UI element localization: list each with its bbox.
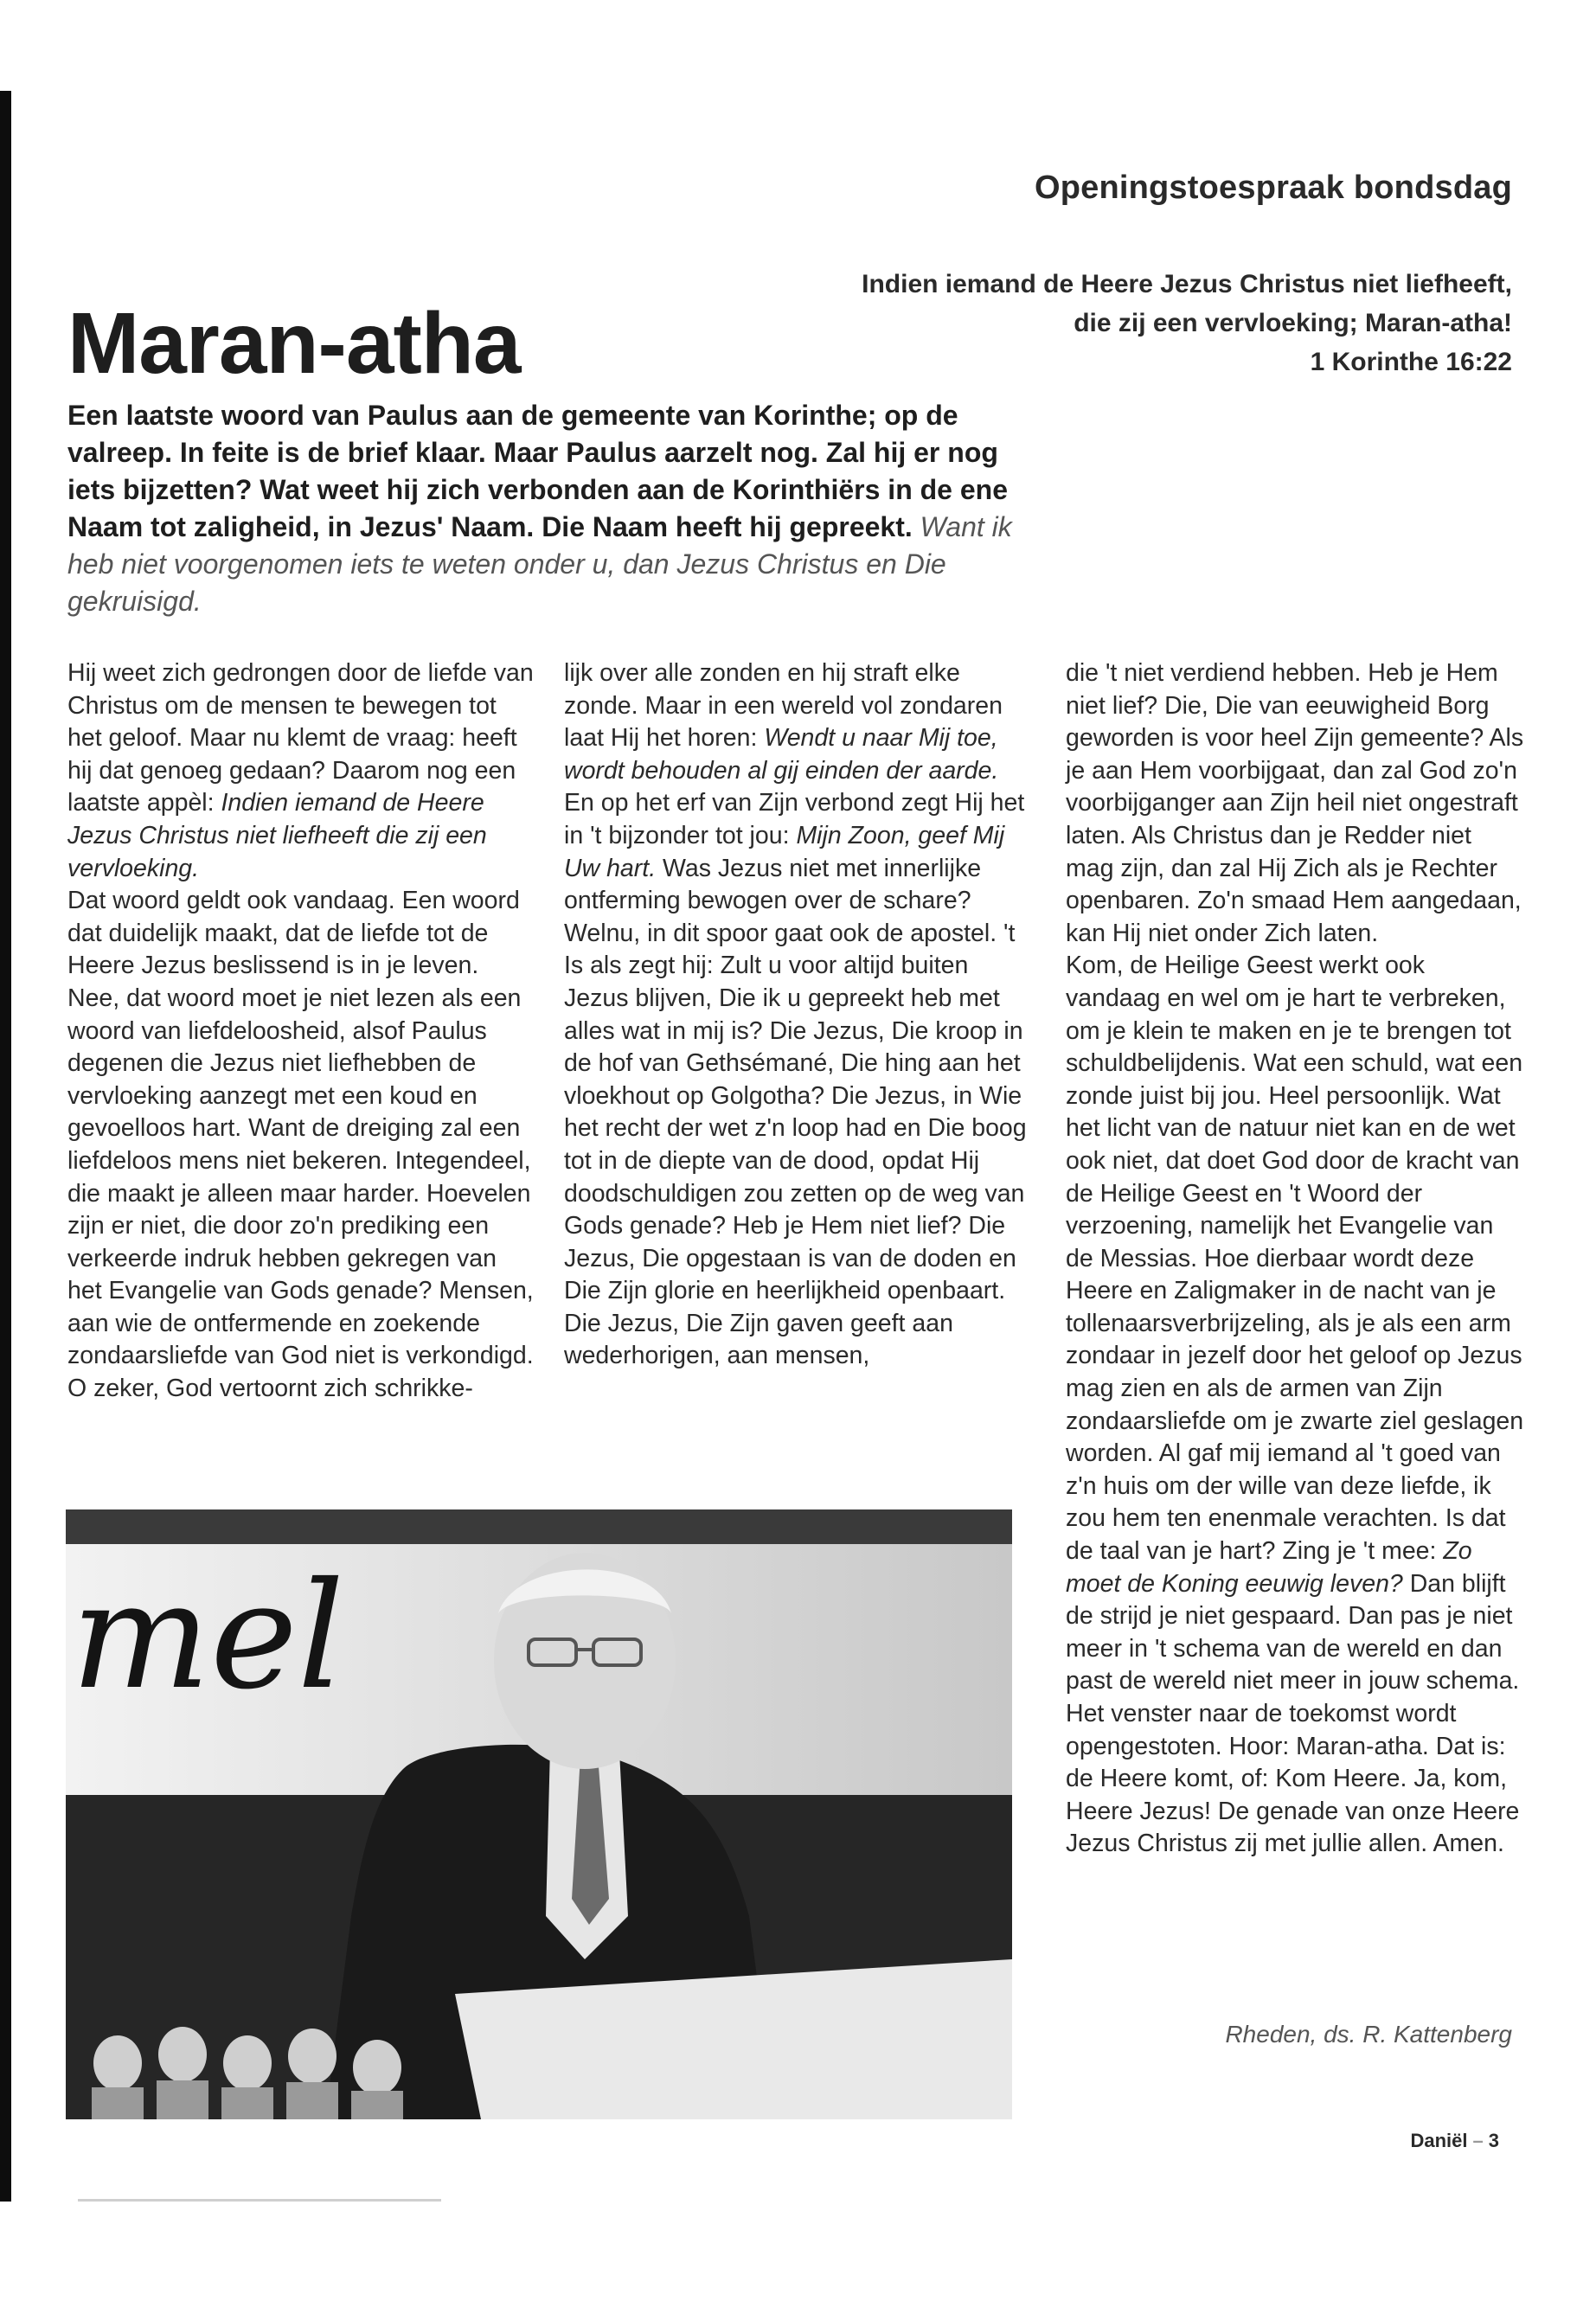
page-title: Maran-atha bbox=[67, 295, 521, 392]
author-signature: Rheden, ds. R. Kattenberg bbox=[1225, 2021, 1512, 2048]
magazine-name: Daniël bbox=[1410, 2130, 1468, 2151]
text-run: Kom, de Heilige Geest werkt ook vandaag en wel om je hart te verbreken, om je klein te maken en je te brengen tot schuldbelijdenis. Wat een schuld, wat een zonde juist bij jou. Heel persoonlijk. Wat het licht van de natuur niet kan en de wet ook niet, dat doet God door de kracht van de Heilige Geest en 't Woord der verzoening, namelijk het Evangelie van de Messias. Hoe dierbaar wordt deze Heere en Zaligmaker in de nacht van je tollenaarsverbrijzeling, als je als een arm zondaar in jezelf door het geloof op Jezus mag zien en als de armen van Zijn zondaarsliefde om je zwarte ziel geslagen worden. Al gaf mij iemand al 't goed van z'n huis om der wille van deze liefde, ik zou hem ten enenmale verachten. Is dat de taal van je hart? Zing je 't mee: bbox=[1066, 952, 1524, 1566]
page-footer bbox=[1410, 2130, 1499, 2152]
italic-quote: Indien iemand de Heere Jezus Christus niet liefheeft die zij een vervloeking. bbox=[67, 789, 487, 882]
text-run: Was Jezus niet met innerlijke ontferming bewogen over de schare? bbox=[564, 854, 982, 915]
paragraph: die 't niet verdiend hebben. Heb je Hem niet lief? Die, Die van eeuwigheid Borg geworden is voor heel Zijn gemeente? Als je aan Hem voorbijgaat, dan zal God zo'n voorbijganger aan Zijn heil niet ongestraft laten. Als Christus dan je Redder niet mag zijn, dan zal Hij Zich als je Rechter openbaren. Zo'n smaad Hem aangedaan, kan Hij niet onder Zich laten. bbox=[1066, 659, 1524, 947]
text-run: Hij weet zich gedrongen door de liefde van Christus om de mensen te bewegen tot het geloof. Maar nu klemt de vraag: heeft hij dat genoeg gedaan? Daarom nog een laatste appèl: bbox=[67, 659, 534, 817]
paragraph bbox=[564, 787, 1031, 917]
italic-quote: Zo moet de Koning eeuwig leven? bbox=[1066, 1537, 1472, 1598]
paragraph bbox=[1066, 950, 1524, 1698]
italic-quote: Wendt u naar Mij toe, wordt behouden al gij einden der aarde. bbox=[564, 724, 999, 785]
epigraph-line: die zij een vervloeking; Maran-atha! bbox=[1074, 309, 1512, 337]
paragraph bbox=[67, 657, 535, 885]
text-column-3 bbox=[1066, 657, 1524, 1861]
paragraph: O zeker, God vertoornt zich schrikke- bbox=[67, 1375, 473, 1403]
page-number: 3 bbox=[1488, 2130, 1499, 2151]
text-run: lijk over alle zonden en hij straft elke zonde. Maar in een wereld vol zondaren laat Hij het horen: bbox=[564, 659, 1003, 753]
footer-separator: – bbox=[1472, 2130, 1484, 2151]
intro-bold-text: Een laatste woord van Paulus aan de gemeente van Korinthe; op de valreep. In feite is de brief klaar. Maar Paulus aarzelt nog. Zal hij er nog iets bijzetten? Wat weet hij zich verbonden aan de Korinthiërs in de ene Naam tot zaligheid, in Jezus' Naam. Die Naam heeft hij gepreekt. bbox=[67, 400, 1008, 542]
text-column-2 bbox=[564, 657, 1031, 1373]
epigraph-line: Indien iemand de Heere Jezus Christus niet liefheeft, bbox=[862, 270, 1512, 298]
paragraph: Dat woord geldt ook vandaag. Een woord dat duidelijk maakt, dat de liefde tot de Heere Jezus beslissend is in je leven. Nee, dat woord moet je niet lezen als een woord van liefdeloosheid, alsof Paulus degenen die Jezus niet liefhebben de vervloeking aanzegt met een koud en gevoelloos hart. Want de dreiging zal een liefdeloos mens niet bekeren. Integendeel, die maakt je alleen maar harder. Hoevelen zijn er niet, die door zo'n prediking een verkeerde indruk hebben gekregen van het Evangelie van Gods genade? Mensen, aan wie de ontfermende en zoekende zondaarsliefde van God niet is verkondigd. bbox=[67, 887, 534, 1370]
speaker-photo bbox=[66, 1509, 1012, 2119]
text-run: Dan blijft de strijd je niet gespaard. Dan pas je niet meer in 't schema van de wereld en dan past de wereld niet meer in jouw schema. bbox=[1066, 1569, 1520, 1695]
paragraph bbox=[564, 657, 1031, 787]
speaker-photo-illustration bbox=[66, 1509, 1012, 2119]
bottom-rule bbox=[78, 2199, 441, 2202]
paragraph: Het venster naar de toekomst wordt opengestoten. Hoor: Maran-atha. Dat is: de Heere komt, of: Kom Heere. Ja, kom, Heere Jezus! De genade van onze Heere Jezus Christus zij met jullie allen. Amen. bbox=[1066, 1700, 1520, 1858]
paragraph: Welnu, in dit spoor gaat ook de apostel. 't Is als zegt hij: Zult u voor altijd buiten Jezus blijven, Die ik u gepreekt heb met alles wat in mij is? Die Jezus, Die kroop in de hof van Gethsémané, Die hing aan het vloekhout op Golgotha? Die Jezus, in Wie het recht der wet z'n loop had en Die boog tot in de diepte van de dood, opdat Hij doodschuldigen zou zetten op de weg van Gods genade? Heb je Hem niet lief? Die Jezus, Die opgestaan is van de doden en Die Zijn glorie en heerlijkheid openbaart. Die Jezus, Die Zijn gaven geeft aan wederhorigen, aan mensen, bbox=[564, 919, 1027, 1370]
intro-italic-quote: Want ik heb niet voorgenomen iets te weten onder u, dan Jezus Christus en Die gekruisigd. bbox=[67, 511, 1012, 617]
epigraph bbox=[734, 265, 1512, 381]
epigraph-reference: 1 Korinthe 16:22 bbox=[1310, 348, 1512, 376]
page-edge bbox=[0, 91, 11, 2202]
italic-quote: Mijn Zoon, geef Mij Uw hart. bbox=[564, 821, 1005, 882]
text-column-1 bbox=[67, 657, 535, 1406]
banner-text: mel bbox=[71, 1551, 345, 1722]
text-run: En op het erf van Zijn verbond zegt Hij het in 't bijzonder tot jou: bbox=[564, 789, 1025, 849]
intro-paragraph bbox=[67, 397, 1019, 620]
section-label: Openingstoespraak bondsdag bbox=[1034, 170, 1512, 206]
